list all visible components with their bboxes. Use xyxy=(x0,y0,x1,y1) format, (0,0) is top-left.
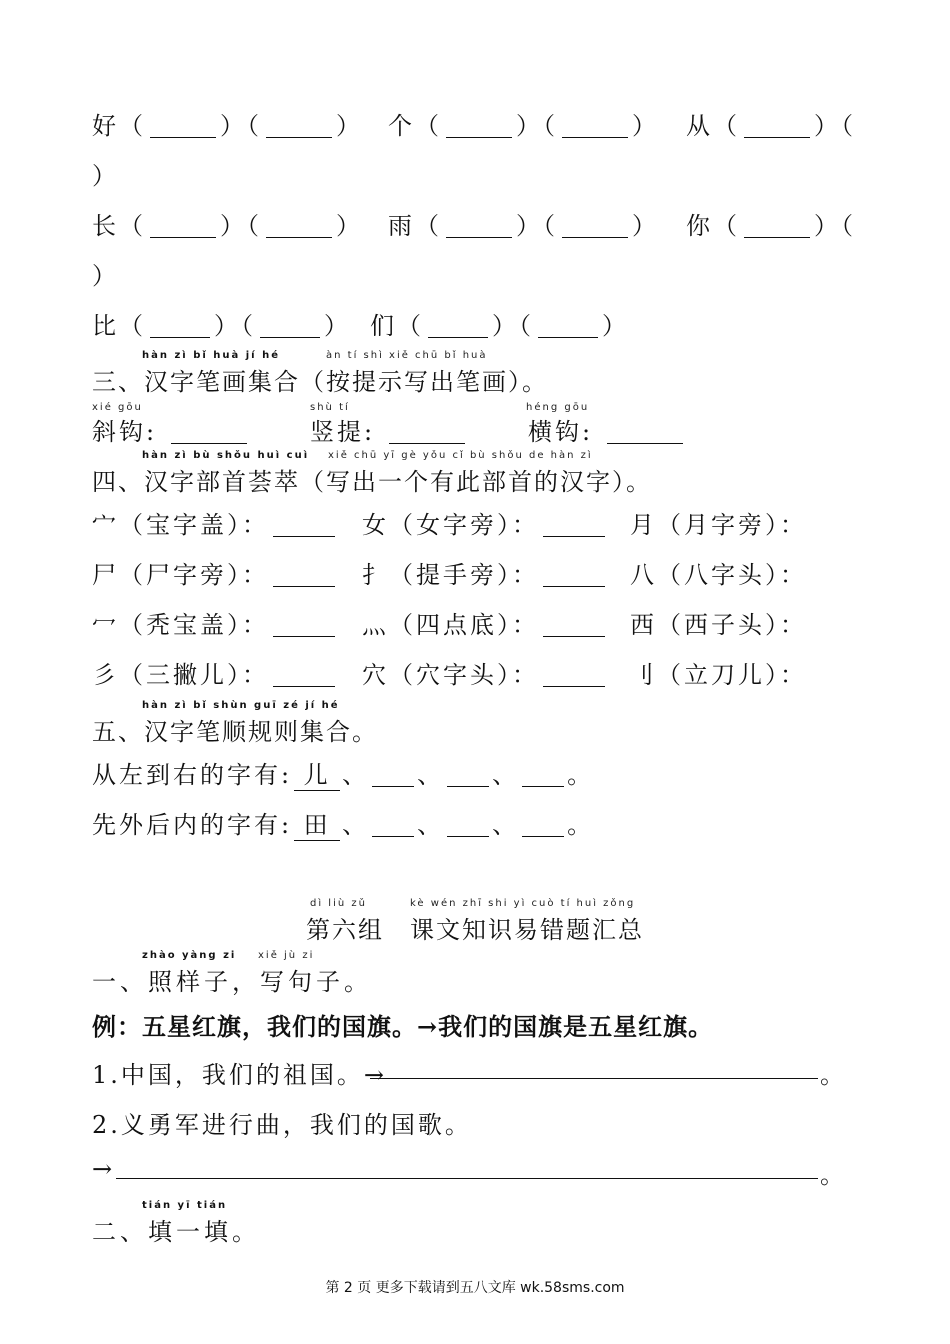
row2-line: 长（ ）（ ） xyxy=(92,212,363,240)
stroke-pinyin: shù tí xyxy=(310,402,350,413)
radical-item: 穴（穴字头）： xyxy=(362,655,609,690)
stroke-pinyin: xié gōu xyxy=(92,402,143,413)
stroke-order-line-2: 先外后内的字有: 田 、 、 、 。 xyxy=(92,805,594,841)
sec3-pinyin-2: àn tí shì xiě chū bǐ huà xyxy=(326,350,488,361)
stroke-item: 斜钩: xyxy=(92,412,251,447)
row2-line-2: 雨（ ）（ ） xyxy=(388,212,659,240)
sec5-pinyin: hàn zì bǐ shùn guī zé jí hé xyxy=(142,700,340,711)
page-footer: 第 2 页 更多下载请到五八文库 wk.58sms.com xyxy=(325,1280,625,1296)
char: 个 xyxy=(388,112,415,140)
radical-item: 彡（三撇儿）： xyxy=(92,655,339,690)
group6-title-a: 第六组 xyxy=(306,916,384,944)
row1-line: 好（ ）（ ） xyxy=(92,112,363,140)
sec4-title: 四、汉字部首荟萃（写出一个有此部首的汉字）。 xyxy=(92,468,652,496)
stroke-item: 横钩: xyxy=(528,412,687,447)
radical-item: 宀（宝字盖）： xyxy=(92,505,339,540)
sentence-1: 1.中国，我们的祖国。→ xyxy=(92,1061,388,1089)
row2-line-3: 你（ ）（ xyxy=(686,212,856,240)
q1-example: 例：五星红旗，我们的国旗。→我们的国旗是五星红旗。 xyxy=(92,1012,714,1041)
radical-item: 月（月字旁）： xyxy=(630,511,807,539)
q1-pinyin-2: xiě jù zi xyxy=(258,950,315,961)
row1-line-2: 个（ ）（ ） xyxy=(388,112,659,140)
char: 从 xyxy=(686,112,713,140)
group6-pinyin-b: kè wén zhī shi yì cuò tí huì zǒng xyxy=(410,898,636,909)
radical-item: 刂（立刀儿）： xyxy=(630,661,807,689)
q2-title: 二、填一填。 xyxy=(92,1218,260,1246)
sec5-title: 五、汉字笔顺规则集合。 xyxy=(92,718,378,746)
radical-item: 西（西子头）： xyxy=(630,611,807,639)
example-answer: 儿 xyxy=(294,755,340,791)
char: 比 xyxy=(92,312,119,340)
sec3-pinyin: hàn zì bǐ huà jí hé xyxy=(142,350,280,361)
stroke-pinyin: héng gōu xyxy=(526,402,590,413)
sec4-pinyin-2: xiě chū yī gè yǒu cǐ bù shǒu de hàn zì xyxy=(328,450,593,461)
answer-line-2[interactable] xyxy=(116,1178,818,1179)
sec4-pinyin: hàn zì bù shǒu huì cuì xyxy=(142,450,310,461)
arrow: → xyxy=(92,1155,116,1183)
radical-item: 八（八字头）： xyxy=(630,561,807,589)
group6-pinyin-a: dì liù zǔ xyxy=(310,898,367,909)
q1-title: 一、照样子，写句子。 xyxy=(92,968,372,996)
char: 你 xyxy=(686,212,713,240)
group6-title-b: 课文知识易错题汇总 xyxy=(410,916,644,944)
char: 长 xyxy=(92,212,119,240)
example-answer: 田 xyxy=(294,805,340,841)
row3-line-2: 们（ ）（ ） xyxy=(370,312,629,340)
answer-line-1[interactable] xyxy=(370,1078,818,1079)
radical-item: 冖（秃宝盖）： xyxy=(92,605,339,640)
radical-item: 尸（尸字旁）： xyxy=(92,555,339,590)
radical-item: 灬（四点底）： xyxy=(362,605,609,640)
char: 雨 xyxy=(388,212,415,240)
sec3-title: 三、汉字笔画集合（按提示写出笔画）。 xyxy=(92,368,548,396)
row1-line-3: 从（ ）（ xyxy=(686,112,856,140)
stroke-item: 竖提: xyxy=(310,412,469,447)
stroke-order-line-1: 从左到右的字有: 儿 、 、 、 。 xyxy=(92,755,594,791)
row3-line: 比（ ）（ ） xyxy=(92,312,351,340)
char: 们 xyxy=(370,312,397,340)
q1-pinyin: zhào yàng zi xyxy=(142,950,237,961)
q2-pinyin: tián yī tián xyxy=(142,1200,228,1211)
char: 好 xyxy=(92,112,119,140)
radical-item: 女（女字旁）： xyxy=(362,505,609,540)
sentence-2: 2.义勇军进行曲，我们的国歌。 xyxy=(92,1111,472,1139)
radical-item: 扌（提手旁）： xyxy=(362,555,609,590)
